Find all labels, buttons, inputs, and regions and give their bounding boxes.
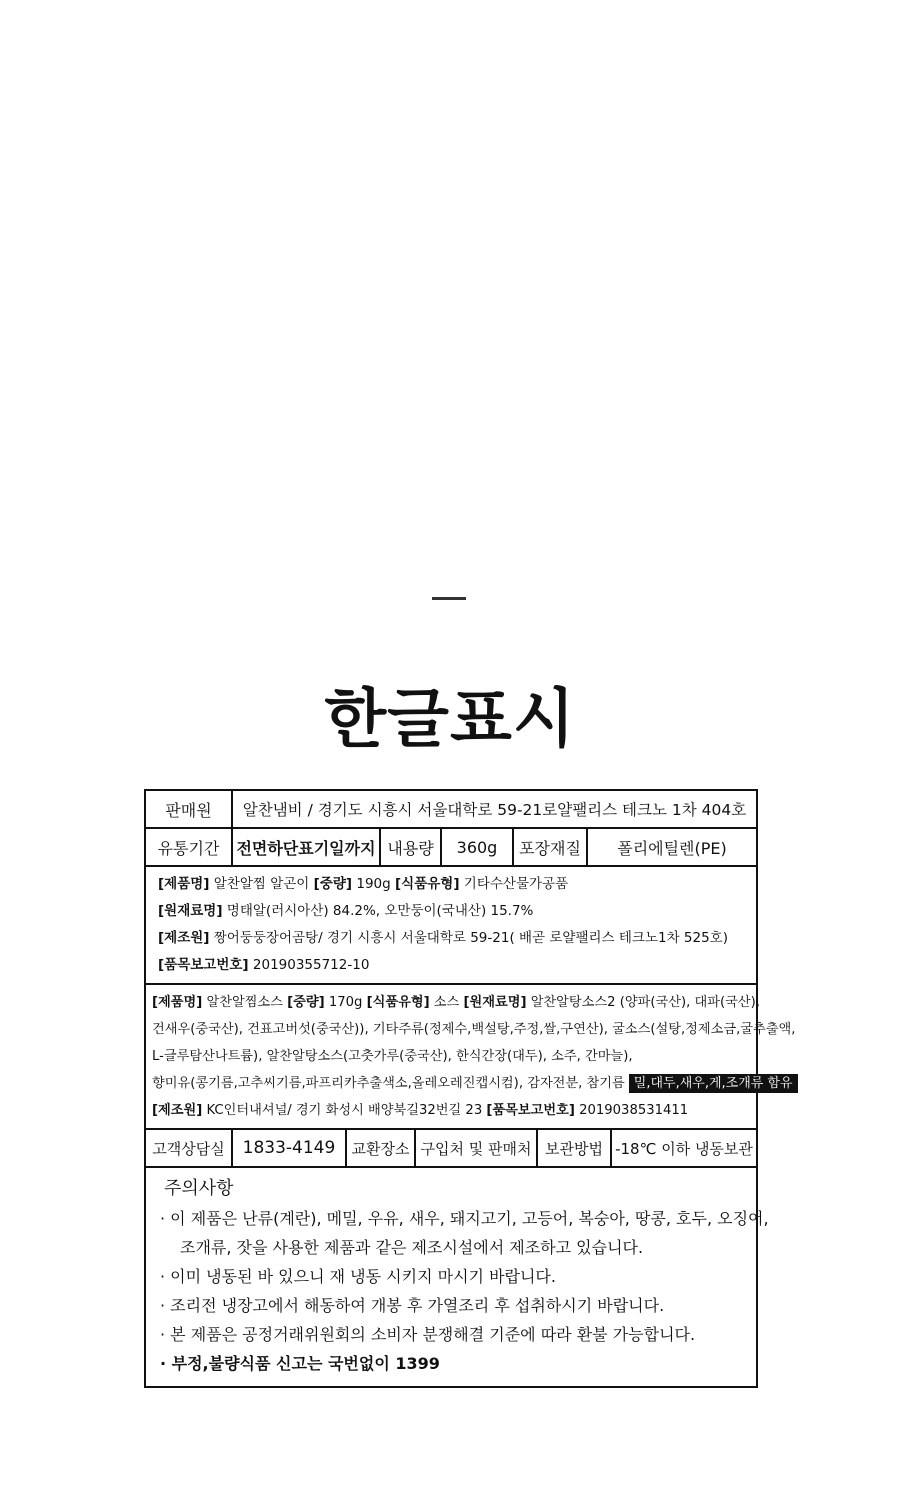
exchange-label: 교환장소 xyxy=(347,1130,416,1166)
customer-service-phone: 1833-4149 xyxy=(233,1130,347,1166)
caution-line-4: · 본 제품은 공정거래위원회의 소비자 분쟁해결 기준에 따라 환불 가능합니다. xyxy=(160,1325,696,1344)
field-key: [제조원] xyxy=(152,1103,203,1118)
field-key: [식품유형] xyxy=(394,876,460,892)
net-content-label: 내용량 xyxy=(381,829,442,865)
field-key: [중량] xyxy=(287,995,325,1010)
packaging-label: 포장재질 xyxy=(514,829,588,865)
caution-section xyxy=(146,1168,769,1386)
storage-value: -18℃ 이하 냉동보관 xyxy=(615,1139,753,1158)
field-key: [원재료명] xyxy=(158,903,223,919)
caution-line-5: · 부정,불량식품 신고는 국번없이 1399 xyxy=(160,1354,440,1373)
title-divider xyxy=(432,597,466,600)
field-value: 알찬알찜소스 xyxy=(202,995,288,1010)
product2-line-1 xyxy=(152,989,760,1016)
field-key: [품목보고번호] xyxy=(158,957,249,973)
field-value: 소스 xyxy=(429,995,464,1010)
seller-row xyxy=(146,791,756,829)
food-label-table xyxy=(144,789,796,1388)
caution-line-1: · 이 제품은 난류(계란), 메밀, 우유, 새우, 돼지고기, 고등어, 복숭아, 땅콩, 호두, 오징어, xyxy=(160,1209,769,1228)
net-content-value: 360g xyxy=(442,829,514,865)
product1-line-1 xyxy=(158,871,750,898)
allergen-badge: 밀,대두,새우,게,조개류 함유 xyxy=(629,1074,798,1093)
field-key: [중량] xyxy=(313,876,353,892)
product2-line-5 xyxy=(152,1097,750,1124)
field-value: 기타수산물가공품 xyxy=(459,876,569,892)
field-value: 짱어둥둥장어곰탕/ 경기 시흥시 서울대학로 59-21( 배곧 로얄팰리스 테크노1차 525호) xyxy=(209,930,728,946)
field-value: KC인터내셔널/ 경기 화성시 배양북길32번길 23 xyxy=(202,1103,487,1118)
product2-line-3: L-글루탐산나트륨), 알찬알탕소스(고춧가루(중국산), 한식간장(대두), 소주, 간마늘), xyxy=(152,1049,633,1064)
product2-line-2: 건새우(중국산), 건표고버섯(중국산)), 기타주류(정제수,백설탕,주정,쌀,구연산), 굴소스(설탕,정제소금,굴추출액, xyxy=(152,1022,796,1037)
field-value: 190g xyxy=(352,876,395,892)
field-value: 170g xyxy=(324,995,367,1010)
field-value: 명태알(러시아산) 84.2%, 오만둥이(국내산) 15.7% xyxy=(222,903,534,919)
product-info-2 xyxy=(146,985,796,1130)
packaging-value: 폴리에틸렌(PE) xyxy=(617,838,727,858)
field-key: [품목보고번호] xyxy=(486,1103,575,1118)
field-value: 알찬알찜 알곤이 xyxy=(209,876,314,892)
customer-service-row xyxy=(146,1130,756,1168)
product-info-1 xyxy=(146,867,756,985)
exchange-value: 구입처 및 판매처 xyxy=(416,1130,538,1166)
field-key: [제품명] xyxy=(158,876,210,892)
field-value: 2019038531411 xyxy=(574,1103,689,1118)
field-value: 20190355712-10 xyxy=(248,957,370,973)
field-value: 향미유(콩기름,고추씨기름,파프리카추출색소,올레오레진캡시컴), 감자전분, 참기름 xyxy=(152,1076,625,1091)
caution-line-3: · 조리전 냉장고에서 해동하여 개봉 후 가열조리 후 섭취하시기 바랍니다. xyxy=(160,1296,665,1315)
seller-value: 알찬냄비 / 경기도 시흥시 서울대학로 59-21로얄팰리스 테크노 1차 404호 xyxy=(242,801,747,819)
caution-line-2: · 이미 냉동된 바 있으니 재 냉동 시키지 마시기 바랍니다. xyxy=(160,1267,556,1286)
caution-line-1b: 조개류, 잣을 사용한 제품과 같은 제조시설에서 제조하고 있습니다. xyxy=(180,1238,644,1257)
field-key: [제조원] xyxy=(158,930,210,946)
expiry-value: 전면하단표기일까지 xyxy=(233,829,381,865)
expiry-label: 유통기간 xyxy=(146,829,233,865)
expiry-row xyxy=(146,829,756,867)
field-key: [제품명] xyxy=(152,995,203,1010)
product1-line-2 xyxy=(158,898,750,925)
field-key: [식품유형] xyxy=(366,995,430,1010)
storage-label: 보관방법 xyxy=(538,1130,612,1166)
customer-service-label: 고객상담실 xyxy=(146,1130,233,1166)
field-key: [원재료명] xyxy=(463,995,527,1010)
field-value: 알찬알탕소스2 (양파(국산), 대파(국산), xyxy=(526,995,760,1010)
product1-line-3 xyxy=(158,925,750,952)
caution-title: 주의사항 xyxy=(164,1178,234,1199)
product1-line-4 xyxy=(158,952,750,979)
product2-line-4 xyxy=(152,1070,793,1097)
page-title: 한글표시 xyxy=(324,683,576,757)
seller-label: 판매원 xyxy=(146,791,233,827)
